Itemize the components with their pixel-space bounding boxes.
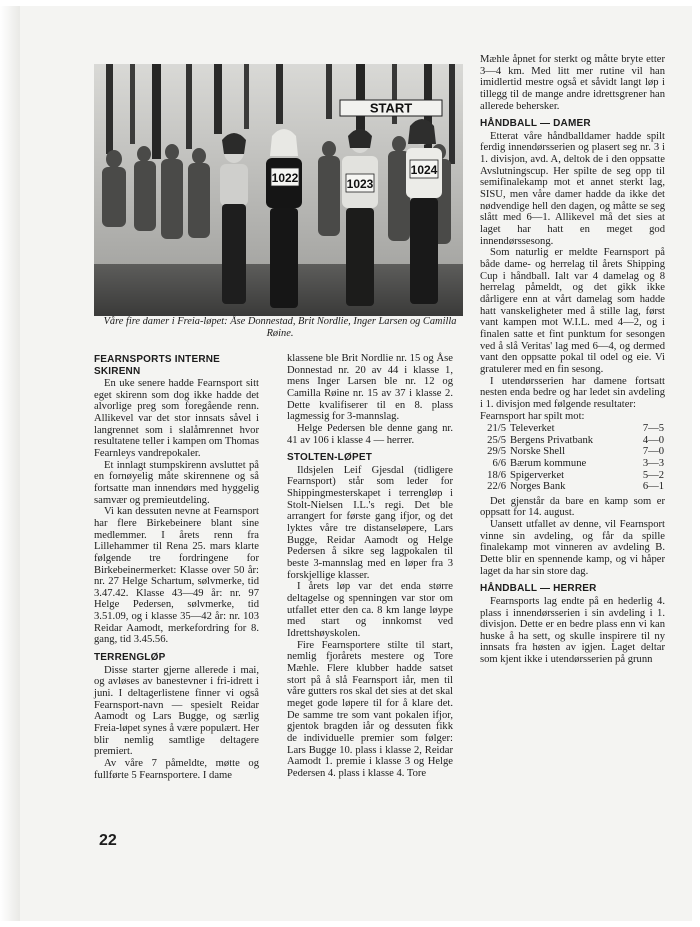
- paragraph: Fire Fearnsportere stilte til start, nemlig fjorårets mestere og Tore Mæhle. Flere klubber hadde satset stort på å slå Fearnsport iår, men til våre gutters ros skal det sies at det skal meget gode løpere til for å klare det. De samme tre som vant pokalen ifjor, gjentok bragden iår og dessuten fikk de individuelle premier som følger: Lars Bugge 10. plass i klasse 2, Reidar Aamodt 1. premie i klasse 3 og Helge Pedersen 4. plass i klasse 4. Tore: [287, 639, 453, 779]
- paragraph: Ildsjelen Leif Gjesdal (tidligere Fearnsport) står som leder for Shippingmesterskapet i terrengløp i Stolt-Nielsen I.L.'s regi. Det ble arrangert for første gang ifjor, og det lyktes våre tre distanseløpere, Lars Bugge, Reidar Aamodt og Helge Pedersen å sikre seg lagpokalen til beste 3-mannslag med en løper fra 3 forskjellige klasser.: [287, 464, 453, 581]
- paragraph: I årets løp var det enda større deltagelse og spenningen var stor om utfallet etter den ca. 8 km lange løype med start og innkomst ved Idrettshøyskolen.: [287, 581, 453, 639]
- race-photo-image: [94, 64, 463, 316]
- bib-1023: 1023: [346, 177, 374, 191]
- paragraph: Disse starter gjerne allerede i mai, og avløses av banestevner i fri-idrett i juni. I deltagerlistene finner vi også Fearnsport-navn — spesielt Reidar Aamodt og Lars Bugge, og særlig Freia-løpet synes å være populært. Her blir nemlig samtlige deltagere premiert.: [94, 664, 259, 758]
- heading-handball-damer: HÅNDBALL — DAMER: [480, 118, 591, 130]
- magazine-page: [20, 6, 692, 921]
- paragraph: Uansett utfallet av denne, vil Fearnsport vinne sin avdeling, og får da spille finalekamp mot vinneren av avdeling B. Dette blir en spennende kamp, og vi håper laget da har sin store dag.: [480, 519, 665, 577]
- column-3: [480, 54, 665, 666]
- race-photo: [94, 64, 463, 316]
- results-table: [480, 423, 664, 493]
- heading-stolten-lopet: STOLTEN-LØPET: [287, 452, 373, 464]
- paragraph: En uke senere hadde Fearnsport sitt eget skirenn som dog ikke hadde det alvorlige preg som foregående renn. Allikevel var det stor innsats såvel i langrennet som i slalåmrennet hvor resultatene teller i kampen om Thomas Fearnleys vandrepokaler.: [94, 378, 259, 459]
- page-number: 22: [99, 832, 117, 849]
- paragraph: Vi kan dessuten nevne at Fearnsport har flere Birkebeinere blant sine medlemmer. I årets renn fra Lillehammer til Rena 25. mars klarte følgende tre fordringene for Birkebeinermerket: Klasse over 50 år: nr. 27 Helge Schartum, sølvmerke, tid 3.47.42. Klasse 43—49 år: nr. 97 Helge Pedersen, sølvmerke, tid 3.51.09, og i klasse 35—42 år: nr. 103 Reidar Aamodt, merkefordring for 8. gang, tid 3.45.56.: [94, 506, 259, 646]
- paragraph: Det gjenstår da bare en kamp som er oppsatt for 14. august.: [480, 495, 665, 519]
- table-row: 6/6 Bærum kommune 3—3: [492, 457, 664, 469]
- paragraph: klassene ble Brit Nordlie nr. 15 og Åse Donnestad nr. 20 av 44 i klasse 1, mens Inger Larsen ble nr. 12 og Camilla Røine nr. 15 av 37 i klasse 2. Dette kvalifiserer til en 8. plass lagmessig for 3-mannslag.: [287, 353, 453, 423]
- column-1: [94, 354, 259, 781]
- table-row: 22/6 Norges Bank 6—1: [487, 481, 664, 493]
- paragraph: Etterat våre håndballdamer hadde spilt ferdig innendørsserien og plasert seg nr. 3 i 1. divisjon, avd. A, deltok de i den oppsatte Avslutningscup. Her spilte de seg opp til semifinalekamp mot et annet sterkt lag, SISU, men våre damer hadde da ikke det nødvendige hell den dagen, og måtte se seg slått med 6—1. Allikevel må det sies at laget har hatt en meget god innendørssesong.: [480, 130, 665, 247]
- paragraph: Mæhle åpnet for sterkt og måtte bryte etter 3—4 km. Med litt mer rutine vil han imidlertid mestre også et såvidt langt løp i tillegg til de mange andre idrettsgrener han allerede behersker.: [480, 54, 665, 112]
- column-2: [287, 353, 453, 779]
- paragraph: Et innlagt stumpskirenn avsluttet på en fornøyelig måte skirennene og så fortsatte man innendørs med hyggelig samvær og premieutdeling.: [94, 459, 259, 506]
- start-banner-text: START: [369, 100, 413, 116]
- book-binding: [0, 6, 20, 921]
- bib-1022: 1022: [271, 171, 299, 185]
- heading-handball-herrer: HÅNDBALL — HERRER: [480, 583, 597, 595]
- paragraph: Som naturlig er meldte Fearnsport på både dame- og herrelag til årets Shipping Cup i håndball. Ialt var 4 damelag og 8 herrelag påmeldt, og det gikk ikke dårligere enn at vårt damelag som hadde hatt vanskeligheter med å stille lag, først vant kampen mot W.I.L. med 4—2, og i finalen satte et fint punktum for sesongen ved å slå Veritas' lag med 6—4, og dermed vant den oppsatte pokal til odel og eie. Vi gratulerer med en fin sesong.: [480, 247, 665, 375]
- paragraph: Fearnsport har spilt mot:: [480, 410, 585, 422]
- table-row: 29/5 Norske Shell 7—0: [487, 446, 664, 458]
- photo-caption: Våre fire damer i Freia-løpet: Åse Donnestad, Brit Nordlie, Inger Larsen og Camilla Røine.: [103, 316, 457, 339]
- table-row: 18/6 Spigerverket 5—2: [487, 469, 664, 481]
- paragraph: Helge Pedersen ble denne gang nr. 41 av 106 i klasse 4 — herrer.: [287, 422, 453, 446]
- bib-1024: 1024: [410, 163, 438, 177]
- paragraph: I utendørsserien har damene fortsatt nesten enda bedre og har ledet sin avdeling i 1. divisjon med følgende resultater:: [480, 375, 665, 410]
- table-row: 21/5 Televerket 7—5: [487, 423, 664, 435]
- heading-terrenglop: TERRENGLØP: [94, 652, 166, 664]
- table-row: 25/5 Bergens Privatbank 4—0: [487, 434, 664, 446]
- heading-interne-skirenn: FEARNSPORTS INTERNE SKIRENN: [94, 354, 221, 377]
- paragraph: Fearnsports lag endte på en hederlig 4. plass i innendørsserien i sin avdeling i 1. divisjon. Dette er en bedre plass enn vi kan huske å ha sett, og skulle inspirere til ny innsats fra høsten av igjen. Laget deltar som kjent ikke i utendørsserien på grunn: [480, 595, 665, 666]
- paragraph: Av våre 7 påmeldte, møtte og fullførte 5 Fearnsportere. I dame: [94, 757, 259, 781]
